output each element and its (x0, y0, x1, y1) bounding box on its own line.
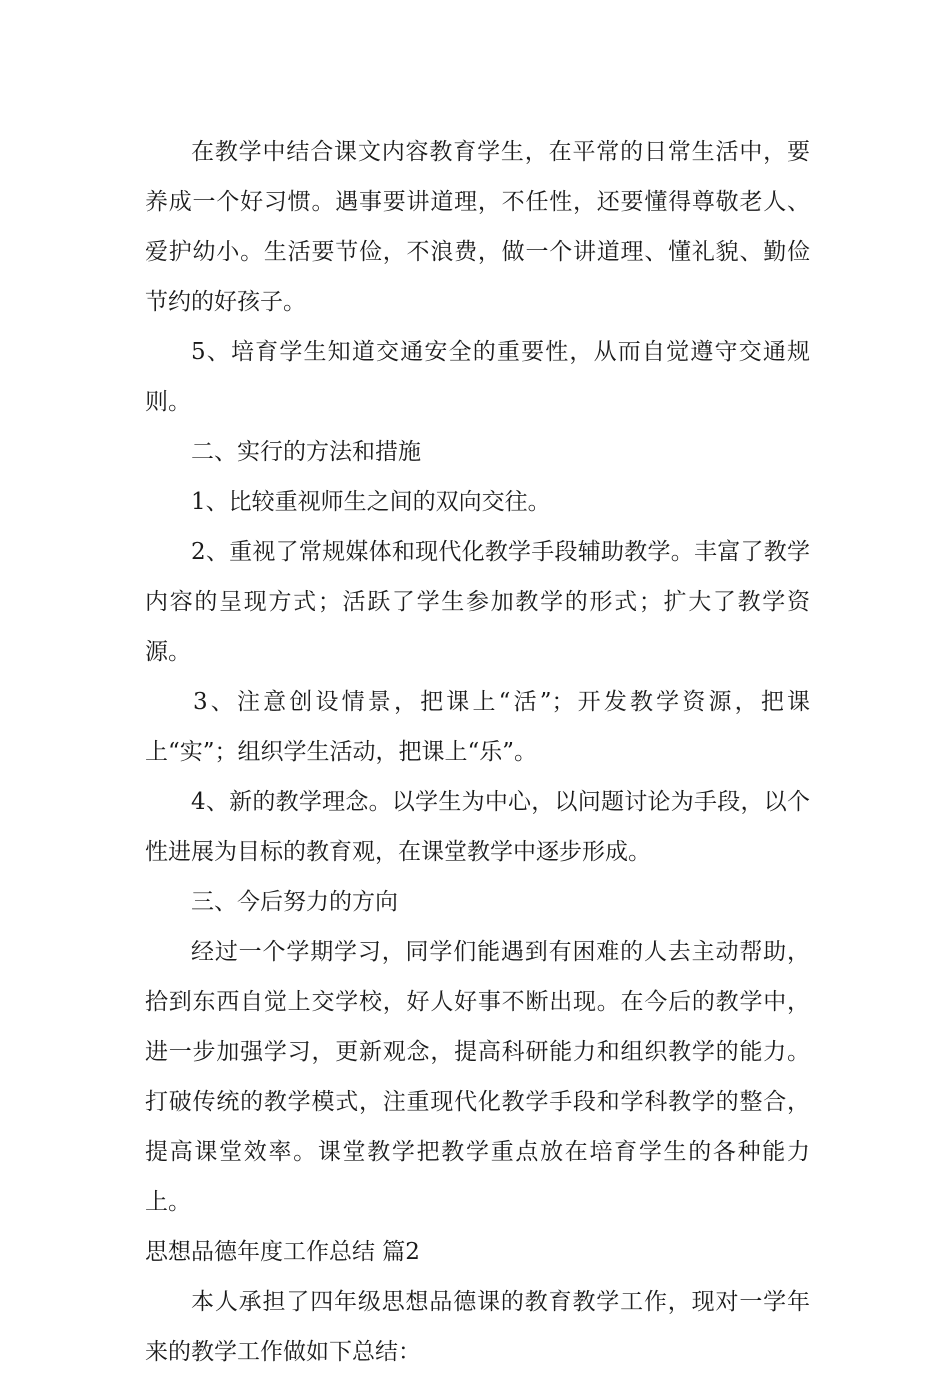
paragraph-method-2: 2、重视了常规媒体和现代化教学手段辅助教学。丰富了教学内容的呈现方式；活跃了学生参加教学的形式；扩大了教学资源。 (145, 539, 810, 665)
section-heading: 思想品德年度工作总结 篇2 (145, 1239, 420, 1265)
paragraph-moral-habits: 在教学中结合课文内容教育学生，在平常的日常生活中，要养成一个好习惯。遇事要讲道理，不任性，还要懂得尊敬老人、爱护幼小。生活要节俭，不浪费，做一个讲道理、懂礼貌、勤俭节约的好孩子。 (145, 139, 810, 315)
paragraph-method-1: 1、比较重视师生之间的双向交往。 (191, 489, 551, 515)
document-body (145, 127, 810, 1377)
paragraph-future-heading: 三、今后努力的方向 (191, 889, 398, 915)
paragraph-intro-section-2: 本人承担了四年级思想品德课的教育教学工作，现对一学年来的教学工作做如下总结： (145, 1289, 810, 1365)
paragraph-methods-heading: 二、实行的方法和措施 (191, 439, 421, 465)
paragraph-future-direction: 经过一个学期学习，同学们能遇到有困难的人去主动帮助，拾到东西自觉上交学校，好人好事不断出现。在今后的教学中，进一步加强学习，更新观念，提高科研能力和组织教学的能力。打破传统的教学模式，注重现代化教学手段和学科教学的整合，提高课堂效率。课堂教学把教学重点放在培育学生的各种能力上。 (145, 939, 810, 1215)
paragraph-method-3: 3、注意创设情景，把课上“活”；开发教学资源，把课上“实”；组织学生活动，把课上“乐”。 (145, 689, 810, 765)
paragraph-method-4: 4、新的教学理念。以学生为中心，以问题讨论为手段，以个性进展为目标的教育观，在课堂教学中逐步形成。 (145, 789, 810, 865)
paragraph-traffic-safety: 5、培育学生知道交通安全的重要性，从而自觉遵守交通规则。 (145, 339, 810, 415)
